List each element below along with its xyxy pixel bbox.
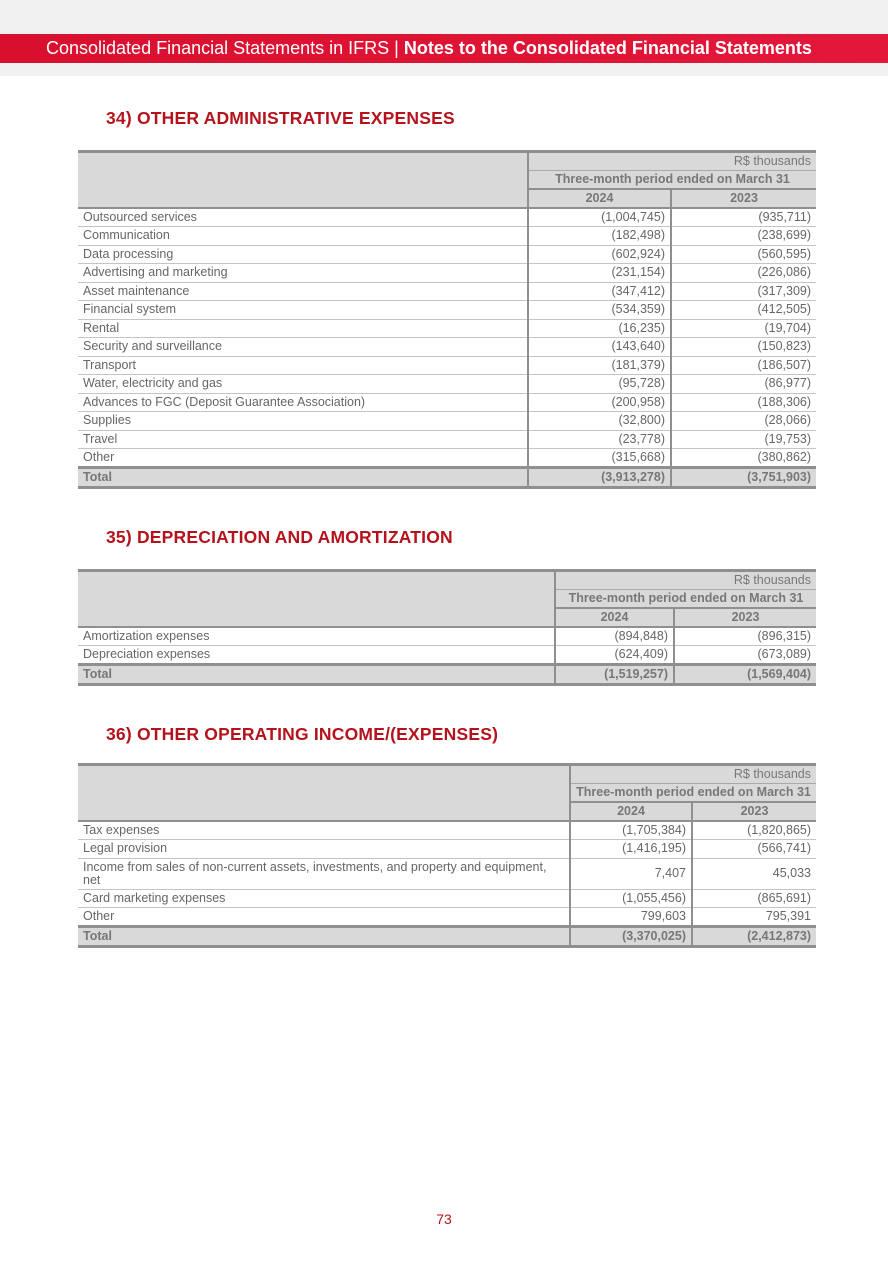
row-label: Amortization expenses bbox=[78, 627, 555, 646]
top-strip bbox=[0, 0, 888, 34]
table-row bbox=[78, 627, 816, 646]
period-label: Three-month period ended on March 31 bbox=[528, 171, 816, 190]
value-2023: (412,505) bbox=[671, 301, 816, 320]
table-row bbox=[78, 356, 816, 375]
value-2024: (181,379) bbox=[528, 356, 671, 375]
value-2024: (182,498) bbox=[528, 227, 671, 246]
total-row bbox=[78, 665, 816, 685]
value-2023: (186,507) bbox=[671, 356, 816, 375]
row-label: Income from sales of non-current assets, investments, and property and equipment, net bbox=[78, 858, 570, 889]
row-label: Rental bbox=[78, 319, 528, 338]
value-2024: (1,004,745) bbox=[528, 208, 671, 227]
row-label: Financial system bbox=[78, 301, 528, 320]
row-label: Other bbox=[78, 908, 570, 927]
value-2024: (143,640) bbox=[528, 338, 671, 357]
units-label: R$ thousands bbox=[528, 152, 816, 171]
period-label: Three-month period ended on March 31 bbox=[570, 784, 816, 803]
value-2023: (19,704) bbox=[671, 319, 816, 338]
value-2024: (1,055,456) bbox=[570, 889, 692, 908]
table-row bbox=[78, 646, 816, 665]
total-row bbox=[78, 468, 816, 488]
total-2024: (3,370,025) bbox=[570, 927, 692, 947]
row-label: Card marketing expenses bbox=[78, 889, 570, 908]
header-blank-cell bbox=[78, 152, 528, 209]
table-row bbox=[78, 858, 816, 889]
value-2023: (86,977) bbox=[671, 375, 816, 394]
header-under-strip bbox=[0, 63, 888, 76]
table-row bbox=[78, 840, 816, 859]
value-2023: (896,315) bbox=[674, 627, 816, 646]
total-2023: (1,569,404) bbox=[674, 665, 816, 685]
total-label: Total bbox=[78, 468, 528, 488]
table-row bbox=[78, 301, 816, 320]
value-2024: (894,848) bbox=[555, 627, 674, 646]
value-2024: (602,924) bbox=[528, 245, 671, 264]
table-depreciation bbox=[78, 569, 816, 686]
row-label: Water, electricity and gas bbox=[78, 375, 528, 394]
table-admin-expenses bbox=[78, 150, 816, 489]
year-2023-header: 2023 bbox=[692, 802, 816, 821]
table-row bbox=[78, 821, 816, 840]
total-row bbox=[78, 927, 816, 947]
value-2024: (95,728) bbox=[528, 375, 671, 394]
header-title-regular: Consolidated Financial Statements in IFRS | bbox=[46, 38, 399, 58]
row-label: Depreciation expenses bbox=[78, 646, 555, 665]
period-label: Three-month period ended on March 31 bbox=[555, 590, 816, 609]
row-label: Transport bbox=[78, 356, 528, 375]
total-label: Total bbox=[78, 665, 555, 685]
year-2023-header: 2023 bbox=[674, 608, 816, 627]
table-row bbox=[78, 338, 816, 357]
year-2024-header: 2024 bbox=[528, 189, 671, 208]
total-2024: (3,913,278) bbox=[528, 468, 671, 488]
row-label: Advances to FGC (Deposit Guarantee Association) bbox=[78, 393, 528, 412]
value-2024: (23,778) bbox=[528, 430, 671, 449]
value-2023: (238,699) bbox=[671, 227, 816, 246]
table-row bbox=[78, 393, 816, 412]
value-2023: (865,691) bbox=[692, 889, 816, 908]
row-label: Security and surveillance bbox=[78, 338, 528, 357]
section-title-34: 34) OTHER ADMINISTRATIVE EXPENSES bbox=[106, 108, 455, 128]
value-2024: 7,407 bbox=[570, 858, 692, 889]
value-2024: (315,668) bbox=[528, 449, 671, 468]
table-row bbox=[78, 264, 816, 283]
total-2023: (3,751,903) bbox=[671, 468, 816, 488]
units-label: R$ thousands bbox=[555, 571, 816, 590]
header-title-bold: Notes to the Consolidated Financial Statements bbox=[403, 38, 812, 58]
page-number: 73 bbox=[436, 1211, 452, 1227]
value-2023: 45,033 bbox=[692, 858, 816, 889]
value-2023: (19,753) bbox=[671, 430, 816, 449]
total-2023: (2,412,873) bbox=[692, 927, 816, 947]
year-2023-header: 2023 bbox=[671, 189, 816, 208]
section-title-36: 36) OTHER OPERATING INCOME/(EXPENSES) bbox=[106, 724, 499, 744]
row-label: Communication bbox=[78, 227, 528, 246]
table-row bbox=[78, 208, 816, 227]
section-title-35: 35) DEPRECIATION AND AMORTIZATION bbox=[106, 527, 453, 547]
table-row bbox=[78, 282, 816, 301]
value-2023: (566,741) bbox=[692, 840, 816, 859]
total-2024: (1,519,257) bbox=[555, 665, 674, 685]
row-label: Legal provision bbox=[78, 840, 570, 859]
row-label: Supplies bbox=[78, 412, 528, 431]
value-2023: (188,306) bbox=[671, 393, 816, 412]
year-2024-header: 2024 bbox=[555, 608, 674, 627]
value-2023: (226,086) bbox=[671, 264, 816, 283]
value-2024: (624,409) bbox=[555, 646, 674, 665]
header-blank-cell bbox=[78, 571, 555, 628]
value-2023: (935,711) bbox=[671, 208, 816, 227]
value-2024: (16,235) bbox=[528, 319, 671, 338]
table-row bbox=[78, 449, 816, 468]
table-row bbox=[78, 319, 816, 338]
row-label: Tax expenses bbox=[78, 821, 570, 840]
row-label: Advertising and marketing bbox=[78, 264, 528, 283]
table-other-operating bbox=[78, 763, 816, 948]
table-row bbox=[78, 245, 816, 264]
value-2024: (32,800) bbox=[528, 412, 671, 431]
total-label: Total bbox=[78, 927, 570, 947]
value-2023: (673,089) bbox=[674, 646, 816, 665]
table-row bbox=[78, 889, 816, 908]
value-2023: (560,595) bbox=[671, 245, 816, 264]
value-2023: (380,862) bbox=[671, 449, 816, 468]
value-2023: (317,309) bbox=[671, 282, 816, 301]
table-row bbox=[78, 430, 816, 449]
value-2023: 795,391 bbox=[692, 908, 816, 927]
table-row bbox=[78, 227, 816, 246]
row-label: Outsourced services bbox=[78, 208, 528, 227]
table-row bbox=[78, 908, 816, 927]
value-2023: (28,066) bbox=[671, 412, 816, 431]
header-blank-cell bbox=[78, 765, 570, 822]
units-label: R$ thousands bbox=[570, 765, 816, 784]
value-2024: (1,416,195) bbox=[570, 840, 692, 859]
value-2024: (1,705,384) bbox=[570, 821, 692, 840]
value-2023: (150,823) bbox=[671, 338, 816, 357]
value-2024: (347,412) bbox=[528, 282, 671, 301]
value-2024: (231,154) bbox=[528, 264, 671, 283]
value-2024: (200,958) bbox=[528, 393, 671, 412]
document-header bbox=[0, 34, 888, 63]
year-2024-header: 2024 bbox=[570, 802, 692, 821]
row-label: Data processing bbox=[78, 245, 528, 264]
value-2024: 799,603 bbox=[570, 908, 692, 927]
table-row bbox=[78, 412, 816, 431]
table-row bbox=[78, 375, 816, 394]
row-label: Asset maintenance bbox=[78, 282, 528, 301]
row-label: Other bbox=[78, 449, 528, 468]
row-label: Travel bbox=[78, 430, 528, 449]
value-2023: (1,820,865) bbox=[692, 821, 816, 840]
value-2024: (534,359) bbox=[528, 301, 671, 320]
